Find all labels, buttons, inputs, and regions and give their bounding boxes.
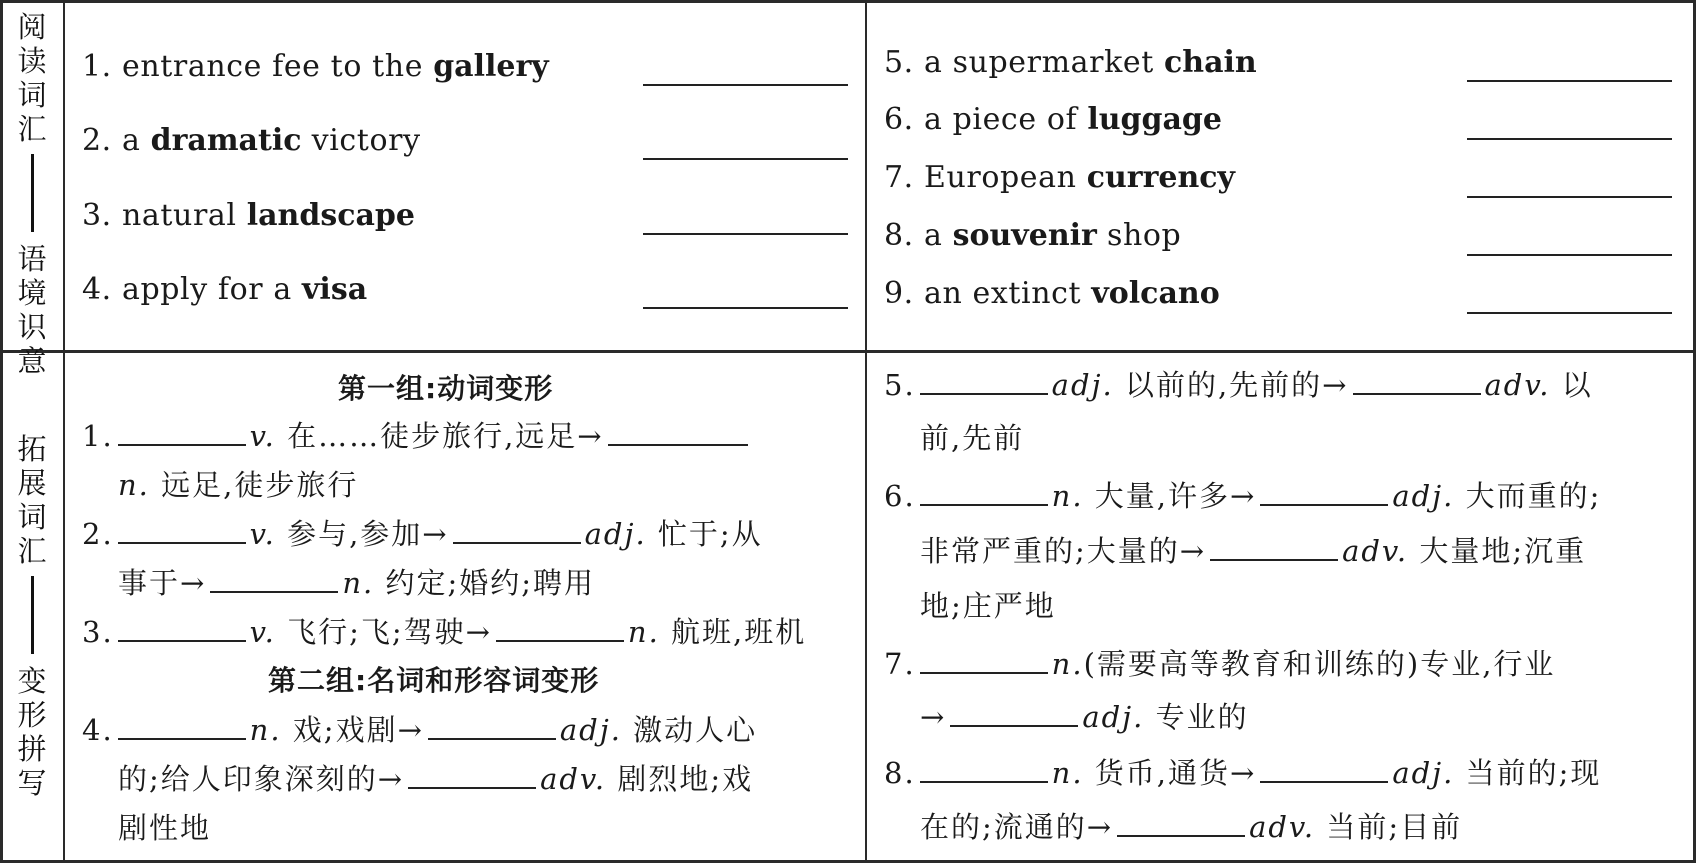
definition: 大而重的;	[1465, 479, 1602, 513]
item-number: 6.	[884, 479, 916, 513]
expand-line	[884, 640, 1555, 689]
label-char: 汇	[17, 112, 47, 146]
table-border-left	[0, 0, 3, 863]
label-char: 意	[17, 344, 47, 378]
keyword: souvenir	[952, 218, 1097, 253]
group-heading: 第一组:动词变形	[338, 372, 554, 405]
answer-blank[interactable]	[1467, 312, 1672, 314]
label-char: 写	[17, 766, 47, 800]
item-number: 8.	[884, 756, 916, 790]
answer-blank[interactable]	[118, 414, 246, 446]
definition: 约定;婚约;聘用	[385, 566, 595, 600]
label-dash	[31, 154, 34, 232]
label-char: 读	[17, 44, 47, 78]
keyword: currency	[1086, 160, 1235, 195]
keyword: luggage	[1087, 102, 1222, 137]
expand-line	[118, 804, 211, 853]
answer-blank[interactable]	[118, 708, 246, 740]
definition: 剧烈地;戏	[617, 762, 754, 796]
expand-line	[82, 608, 806, 657]
definition: 当前;目前	[1326, 810, 1463, 844]
definition: 以前的,先前的→	[1124, 368, 1349, 402]
definition: 大量,许多→	[1094, 479, 1257, 513]
item-number: 4.	[82, 713, 114, 747]
item-text: 9. an extinct	[884, 276, 1092, 311]
item-number: 1.	[82, 419, 114, 453]
part-of-speech: adj.	[1392, 756, 1455, 790]
item-text: 1. entrance fee to the	[82, 49, 434, 84]
part-of-speech: v.	[249, 517, 276, 551]
definition: 航班,班机	[671, 615, 807, 649]
part-of-speech: n.	[118, 468, 150, 502]
answer-blank[interactable]	[643, 158, 848, 160]
definition: 大量地;沉重	[1419, 534, 1587, 568]
part-of-speech: n.	[249, 713, 282, 747]
definition: 的;给人印象深刻的→	[118, 762, 405, 796]
arrow: →	[920, 700, 947, 734]
answer-blank[interactable]	[643, 84, 848, 86]
definition: 货币,通货→	[1094, 756, 1257, 790]
table-border-bottom	[0, 860, 1696, 863]
answer-blank[interactable]	[643, 233, 848, 235]
expand-line	[884, 361, 1593, 410]
expand-line	[82, 412, 752, 461]
label-char: 识	[17, 310, 47, 344]
definition: 事于→	[118, 566, 207, 600]
part-of-speech: adj.	[1392, 479, 1455, 513]
expand-line	[920, 582, 1056, 631]
part-of-speech: adj.	[1051, 368, 1114, 402]
answer-blank[interactable]	[608, 414, 748, 446]
definition: 专业的	[1155, 700, 1249, 734]
answer-blank[interactable]	[210, 561, 338, 593]
answer-blank[interactable]	[643, 307, 848, 309]
label-char: 变	[17, 664, 47, 698]
answer-blank[interactable]	[1467, 196, 1672, 198]
reading-section-label	[6, 10, 58, 378]
definition: 激动人心	[633, 713, 758, 747]
label-column-divider	[63, 0, 65, 863]
label-char: 词	[17, 500, 47, 534]
label-char: 阅	[17, 10, 47, 44]
table-border-top	[0, 0, 1696, 3]
definition: 当前的;现	[1465, 756, 1602, 790]
item-number: 2.	[82, 517, 114, 551]
reading-item	[82, 121, 421, 161]
expand-line	[884, 749, 1601, 798]
reading-item	[884, 158, 1235, 198]
keyword: dramatic	[150, 123, 302, 158]
expand-line	[82, 706, 757, 755]
definition: 在……徒步旅行,远足→	[287, 419, 604, 453]
definition: 远足,徒步旅行	[161, 468, 359, 502]
item-text: 7. European	[884, 160, 1087, 195]
reading-item	[884, 43, 1257, 83]
label-dash	[31, 576, 34, 654]
part-of-speech: v.	[249, 615, 276, 649]
answer-blank[interactable]	[453, 512, 581, 544]
answer-blank[interactable]	[1210, 529, 1338, 561]
definition: 戏;戏剧→	[292, 713, 424, 747]
definition: 忙于;从	[657, 517, 763, 551]
keyword: volcano	[1091, 276, 1220, 311]
answer-blank[interactable]	[1467, 254, 1672, 256]
expand-line	[920, 414, 1024, 463]
answer-blank[interactable]	[950, 695, 1078, 727]
definition: 在的;流通的→	[920, 810, 1114, 844]
item-number: 5.	[884, 368, 916, 402]
expand-line	[118, 559, 595, 608]
expand-line	[118, 755, 753, 804]
answer-blank[interactable]	[1260, 751, 1388, 783]
item-text: victory	[301, 123, 421, 158]
definition: 非常严重的;大量的→	[920, 534, 1207, 568]
expand-line	[920, 803, 1462, 852]
expand-line	[920, 527, 1586, 576]
label-char: 拼	[17, 732, 47, 766]
expand-line	[118, 461, 358, 510]
answer-blank[interactable]	[496, 610, 624, 642]
answer-blank[interactable]	[118, 512, 246, 544]
definition: 地;庄严地	[920, 589, 1056, 623]
definition: 以	[1561, 368, 1593, 402]
answer-blank[interactable]	[920, 474, 1048, 506]
answer-blank[interactable]	[1117, 805, 1245, 837]
expand-line	[920, 693, 1249, 742]
label-char: 语	[17, 242, 47, 276]
answer-blank[interactable]	[118, 610, 246, 642]
definition: 飞行;飞;驾驶→	[287, 615, 492, 649]
item-text: 6. a piece of	[884, 102, 1088, 137]
part-of-speech: v.	[249, 419, 276, 453]
answer-blank[interactable]	[428, 708, 556, 740]
definition: 前,先前	[920, 421, 1025, 455]
expand-line	[884, 472, 1601, 521]
group-heading: 第二组:名词和形容词变形	[268, 664, 600, 697]
answer-blank[interactable]	[920, 363, 1048, 395]
part-of-speech: n.	[627, 615, 660, 649]
part-of-speech: adv.	[1249, 810, 1316, 844]
item-text: shop	[1096, 218, 1182, 253]
definition: (需要高等教育和训练的)专业,行业	[1083, 647, 1556, 681]
part-of-speech: adv.	[1484, 368, 1551, 402]
part-of-speech: n.	[1051, 647, 1084, 681]
keyword: visa	[302, 272, 368, 307]
reading-item	[884, 100, 1222, 140]
label-char: 拓	[17, 432, 47, 466]
item-number: 7.	[884, 647, 916, 681]
item-text: 2. a	[82, 123, 151, 158]
center-column-divider	[865, 0, 867, 863]
definition: 剧性地	[118, 811, 212, 845]
part-of-speech: adv.	[1342, 534, 1409, 568]
item-number: 3.	[82, 615, 114, 649]
reading-item	[884, 216, 1181, 256]
answer-blank[interactable]	[1467, 80, 1672, 82]
item-text: 8. a	[884, 218, 953, 253]
answer-blank[interactable]	[408, 757, 536, 789]
part-of-speech: adj.	[559, 713, 622, 747]
item-text: 4. apply for a	[82, 272, 302, 307]
answer-blank[interactable]	[1467, 138, 1672, 140]
answer-blank[interactable]	[1353, 363, 1481, 395]
reading-item	[884, 274, 1220, 314]
reading-item	[82, 196, 415, 236]
part-of-speech: adj.	[584, 517, 647, 551]
label-char: 展	[17, 466, 47, 500]
label-char: 词	[17, 78, 47, 112]
item-text: 5. a supermarket	[884, 45, 1164, 80]
part-of-speech: n.	[1051, 756, 1084, 790]
reading-item	[82, 270, 367, 310]
part-of-speech: adv.	[540, 762, 607, 796]
part-of-speech: n.	[1051, 479, 1084, 513]
label-char: 形	[17, 698, 47, 732]
item-text: 3. natural	[82, 198, 247, 233]
label-char: 汇	[17, 534, 47, 568]
answer-blank[interactable]	[920, 751, 1048, 783]
keyword: landscape	[246, 198, 415, 233]
part-of-speech: n.	[342, 566, 375, 600]
part-of-speech: adj.	[1082, 700, 1145, 734]
answer-blank[interactable]	[920, 642, 1048, 674]
answer-blank[interactable]	[1260, 474, 1388, 506]
keyword: gallery	[433, 49, 549, 84]
label-char: 境	[17, 276, 47, 310]
expand-section-label	[6, 432, 58, 800]
expand-line	[82, 510, 763, 559]
definition: 参与,参加→	[287, 517, 449, 551]
row-divider	[0, 350, 1696, 353]
keyword: chain	[1164, 45, 1257, 80]
reading-item	[82, 47, 549, 87]
